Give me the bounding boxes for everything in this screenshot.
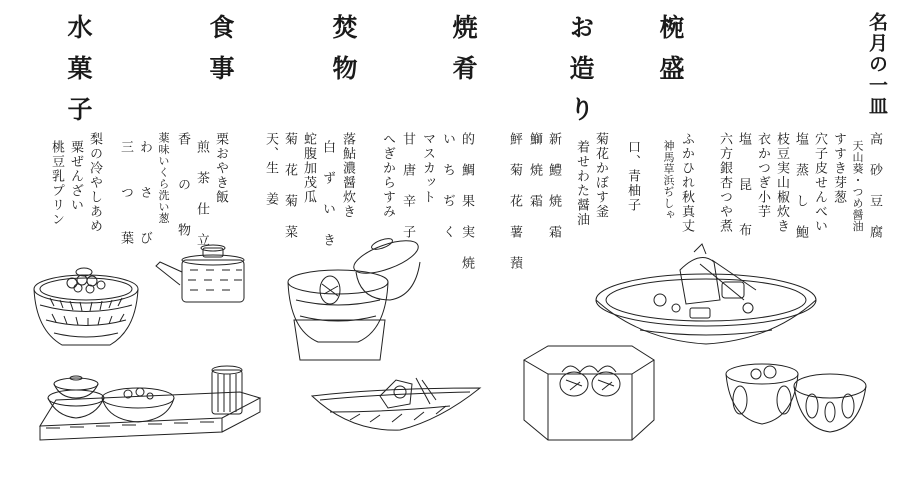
lidded-bowl-illustration bbox=[288, 234, 422, 360]
menu-item: 天、生 姜 bbox=[263, 132, 278, 207]
shallow-platter-illustration bbox=[596, 244, 816, 344]
menu-item: 的 鯛 果 実 焼 bbox=[459, 132, 474, 271]
menu-item: 塩 蒸 し 鮑 bbox=[793, 132, 808, 240]
boat-dish-illustration bbox=[312, 378, 480, 430]
menu-item: 梨の冷やしあめ bbox=[87, 132, 102, 234]
hexagon-box-illustration bbox=[524, 346, 654, 440]
menu-item: 新 鱧 焼 霜 bbox=[546, 132, 561, 240]
menu-item: 薬味いくら洗い葱 bbox=[157, 132, 170, 224]
menu-item: 枝豆実山椒炊き bbox=[774, 132, 789, 234]
woven-bowl-illustration bbox=[34, 268, 138, 345]
menu-item: 菊 花 菊 菜 bbox=[282, 132, 297, 240]
menu-item: 三 つ 葉 bbox=[118, 140, 133, 246]
teapot-illustration bbox=[156, 245, 244, 302]
menu-item: 鰤 焼 霜 bbox=[527, 132, 542, 209]
section-heading-yakizakana: 焼肴 bbox=[449, 14, 478, 96]
menu-item: 煎 茶 仕 立 bbox=[194, 140, 209, 248]
menu-item: 天山葵・つめ醤油 bbox=[851, 140, 864, 232]
menu-item: 六方銀杏つや煮 bbox=[717, 132, 732, 234]
section-heading-mizugashi: 水菓子 bbox=[64, 14, 93, 137]
menu-item: 衣かつぎ小芋 bbox=[755, 132, 770, 219]
small-lidded-bowl-illustration bbox=[726, 364, 866, 432]
menu-item: 菊花かぼす釜 bbox=[593, 132, 608, 219]
menu-item: ふかひれ秋真丈 bbox=[679, 132, 694, 234]
menu-item: 落鮎濃醤炊き bbox=[340, 132, 355, 219]
menu-item: マスカット bbox=[420, 132, 435, 205]
menu-item: へぎからすみ bbox=[380, 132, 395, 219]
menu-item: 口、青柚子 bbox=[625, 140, 640, 213]
menu-item: 蛇腹加茂瓜 bbox=[301, 132, 316, 205]
menu-item: わ さ び bbox=[137, 140, 152, 246]
menu-item: 香 の 物 bbox=[175, 132, 190, 238]
menu-item: 着せわた醤油 bbox=[574, 140, 589, 227]
menu-item: 鮃 菊 花 薯 蕷 bbox=[507, 132, 522, 271]
menu-item: 白 ず い き bbox=[320, 140, 335, 248]
section-heading-shokuji: 食事 bbox=[206, 14, 235, 96]
menu-item: 神馬草浜ぢしゃ bbox=[662, 140, 675, 221]
menu-item: 桃豆乳プリン bbox=[49, 140, 64, 227]
menu-item: 塩 昆 布 bbox=[736, 132, 751, 238]
section-heading-wanmori: 椀盛 bbox=[656, 14, 685, 96]
menu-item: 栗おやき飯 bbox=[213, 132, 228, 205]
section-heading-otsukuri: お造り bbox=[566, 14, 595, 137]
menu-item: 甘 唐 辛 子 bbox=[400, 132, 415, 240]
menu-item: 穴子皮せんべい bbox=[812, 132, 827, 234]
menu-item: すすき芽葱 bbox=[831, 132, 846, 205]
menu-item: い ち ぢ く bbox=[440, 132, 455, 240]
tray-illustration bbox=[40, 366, 260, 440]
menu-item: 粟ぜんざい bbox=[68, 140, 83, 213]
menu-item: 高 砂 豆 腐 bbox=[867, 132, 882, 240]
menu-title: 名月の一皿 bbox=[866, 12, 888, 117]
section-heading-takimono: 焚物 bbox=[329, 14, 358, 96]
